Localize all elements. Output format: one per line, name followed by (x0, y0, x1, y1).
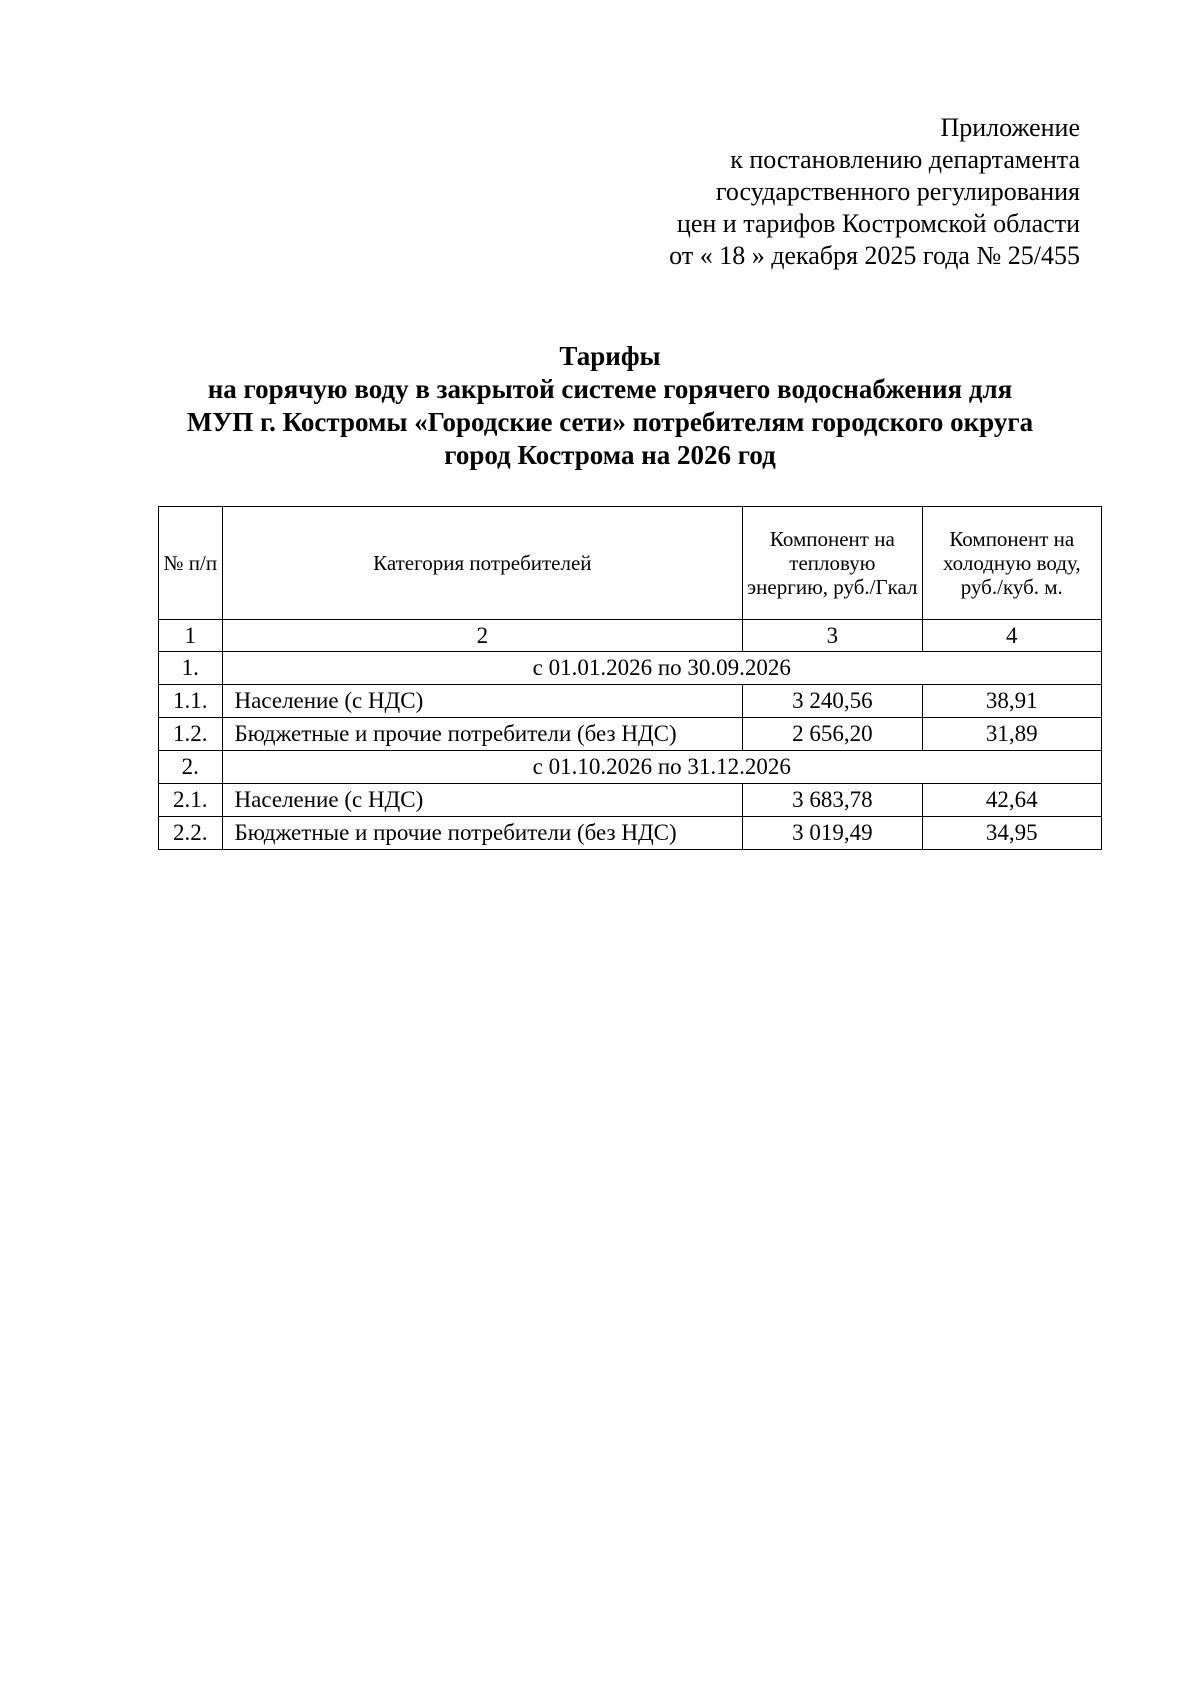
table-row (159, 718, 1102, 751)
period-label: с 01.01.2026 по 30.09.2026 (222, 652, 1101, 685)
row-category: Бюджетные и прочие потребители (без НДС) (222, 817, 743, 850)
appendix-line: от « 18 » декабря 2025 года № 25/455 (669, 241, 1080, 270)
period-row (159, 751, 1102, 784)
document-title (150, 340, 1070, 472)
title-line: МУП г. Костромы «Городские сети» потребителям городского округа (186, 407, 1034, 437)
row-heat: 3 683,78 (743, 784, 922, 817)
period-label: с 01.10.2026 по 31.12.2026 (222, 751, 1101, 784)
table-header-row (159, 507, 1102, 620)
tariffs-table (158, 506, 1102, 850)
appendix-line: государственного регулирования (715, 177, 1080, 206)
header-num: № п/п (159, 507, 223, 620)
row-water: 38,91 (922, 685, 1101, 718)
row-num: 1.2. (159, 718, 223, 751)
table-row (159, 685, 1102, 718)
column-index: 3 (743, 620, 922, 652)
title-line: город Кострома на 2026 год (444, 440, 776, 470)
header-heat: Компонент на тепловую энергию, руб./Гкал (743, 507, 922, 620)
period-row (159, 652, 1102, 685)
row-num: 2.2. (159, 817, 223, 850)
appendix-line: цен и тарифов Костромской области (676, 209, 1080, 238)
row-water: 34,95 (922, 817, 1101, 850)
row-heat: 2 656,20 (743, 718, 922, 751)
table-row (159, 817, 1102, 850)
row-category: Бюджетные и прочие потребители (без НДС) (222, 718, 743, 751)
row-heat: 3 240,56 (743, 685, 922, 718)
row-category: Население (с НДС) (222, 685, 743, 718)
appendix-line: к постановлению департамента (730, 145, 1080, 174)
column-index: 1 (159, 620, 223, 652)
appendix-line: Приложение (940, 113, 1080, 142)
column-index: 2 (222, 620, 743, 652)
row-water: 42,64 (922, 784, 1101, 817)
period-num: 1. (159, 652, 223, 685)
row-num: 1.1. (159, 685, 223, 718)
row-water: 31,89 (922, 718, 1101, 751)
column-index: 4 (922, 620, 1101, 652)
period-num: 2. (159, 751, 223, 784)
title-line: на горячую воду в закрытой системе горячего водоснабжения для (207, 374, 1013, 404)
title-line: Тарифы (559, 341, 661, 371)
row-heat: 3 019,49 (743, 817, 922, 850)
column-index-row (159, 620, 1102, 652)
header-water: Компонент на холодную воду, руб./куб. м. (922, 507, 1101, 620)
table-row (159, 784, 1102, 817)
row-num: 2.1. (159, 784, 223, 817)
header-category: Категория потребителей (222, 507, 743, 620)
row-category: Население (с НДС) (222, 784, 743, 817)
appendix-block (669, 112, 1080, 272)
